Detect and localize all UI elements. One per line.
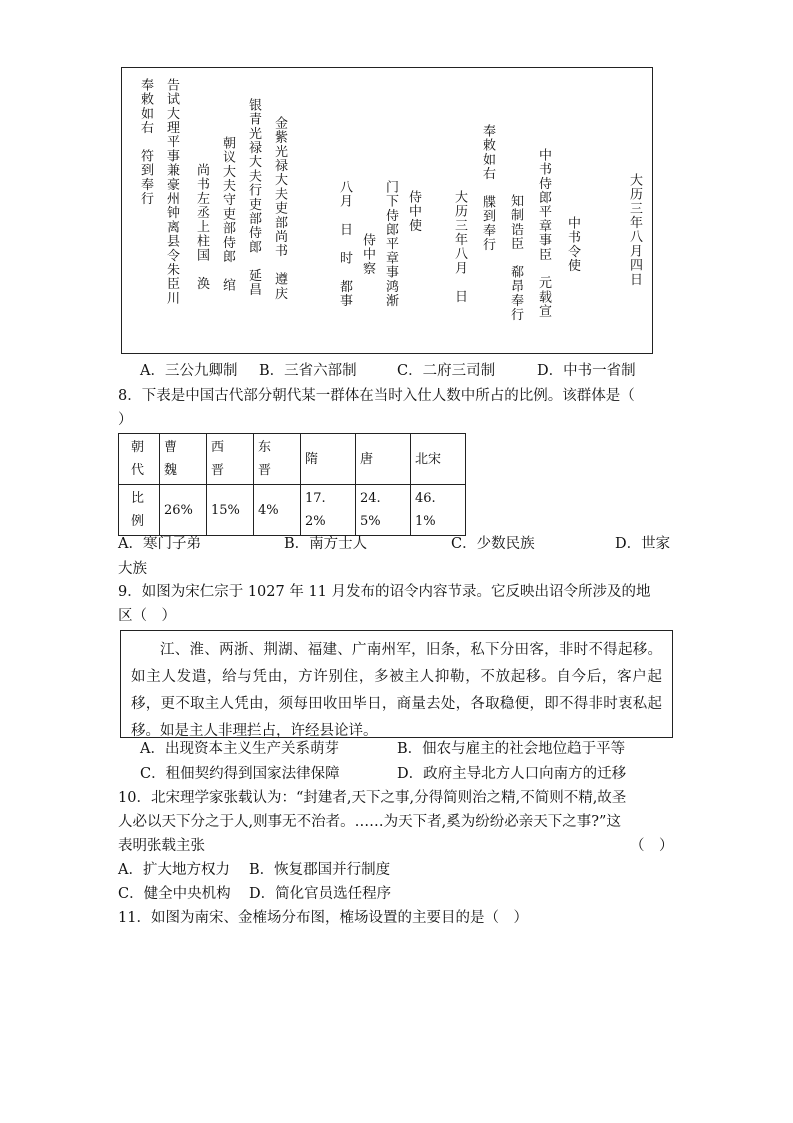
- q9-option-b: B．佃农与雇主的社会地位趋于平等: [397, 741, 626, 757]
- q9-option-d: D．政府主导北方人口向南方的迁移: [397, 766, 627, 782]
- q9-option-a: A．出现资本主义生产关系萌芽: [140, 741, 339, 757]
- table-row: [119, 434, 466, 485]
- q8-option-b: B．南方士人: [284, 536, 368, 552]
- q9-option-c: C．租佃契约得到国家法律保障: [140, 766, 340, 782]
- q8-option-d-cont: 大族: [118, 561, 147, 577]
- table-cell: 唐: [356, 434, 411, 485]
- q9-stem-cont: 区（ ）: [118, 608, 176, 624]
- q8-stem-cont: ）: [118, 412, 133, 428]
- table-cell: 隋: [301, 434, 356, 485]
- doc-column: 知制诰臣 郗昂奉行: [508, 194, 523, 322]
- table-cell: 西晋: [207, 434, 254, 485]
- doc-column: 大历三年八月四日: [627, 173, 642, 287]
- doc-column: 侍中使: [406, 190, 421, 233]
- doc-column: 尚书左丞上柱国 涣: [194, 163, 209, 291]
- q10-stem-cont2: 表明张载主张: [118, 838, 205, 854]
- q8-table: [118, 433, 466, 536]
- table-cell: 24.5%: [356, 485, 411, 536]
- q8-option-d: D．世家: [615, 536, 671, 552]
- doc-column: 告试大理平事兼豪州钟离县令朱臣川: [164, 78, 179, 306]
- doc-column: 奉敕如右 符到奉行: [138, 78, 153, 206]
- table-cell: 17.2%: [301, 485, 356, 536]
- doc-column: 侍中察: [360, 233, 375, 276]
- table-cell: 4%: [254, 485, 301, 536]
- doc-column: 门下侍郎平章事鸿渐: [383, 180, 398, 308]
- doc-column: 中书侍郎平章事臣 元载宣: [536, 148, 551, 319]
- table-cell: 15%: [207, 485, 254, 536]
- doc-column: 大历三年八月 日: [452, 190, 467, 304]
- table-cell: 曹魏: [160, 434, 207, 485]
- q9-excerpt: 江、淮、两浙、荆湖、福建、广南州军，旧条，私下分田客，非时不得起移。如主人发遣，给与凭由，方许别住，多被主人抑勒，不放起移。自今后，客户起移，更不取主人凭由，须每田收田毕日，商量去处，各取稳便，即不得非时衷私起移。如是主人非理拦占，许经县论详。: [131, 642, 662, 739]
- table-cell: 26%: [160, 485, 207, 536]
- q10-answer-bracket: （ ）: [630, 838, 674, 854]
- q8-option-a: A．寒门子弟: [118, 536, 201, 552]
- doc-column: 朝议大夫守吏部侍郎 绾: [220, 136, 235, 293]
- table-cell: 北宋: [411, 434, 466, 485]
- q10-option-d: D．简化官员选任程序: [249, 886, 392, 902]
- q10-option-a: A．扩大地方权力: [118, 862, 230, 878]
- table-cell: 46.1%: [411, 485, 466, 536]
- q9-excerpt-box: [120, 630, 673, 738]
- table-cell: 东晋: [254, 434, 301, 485]
- q10-stem-cont: 人必以天下分之于人,则事无不治者。……为天下者,奚为纷纷必亲天下之事?”这: [118, 814, 621, 830]
- q10-option-c: C．健全中央机构: [118, 886, 231, 902]
- q11-stem: 11．如图为南宋、金榷场分布图，榷场设置的主要目的是（ ）: [118, 910, 528, 926]
- q10-option-b: B．恢复郡国并行制度: [249, 862, 391, 878]
- table-cell: 朝代: [119, 434, 160, 485]
- doc-column: 银青光禄大夫行吏部侍郎 延昌: [246, 98, 261, 297]
- q10-stem: 10．北宋理学家张载认为：“封建者,天下之事,分得简则治之精,不简则不精,故圣: [118, 790, 627, 806]
- q7-option-c: C．二府三司制: [397, 363, 496, 379]
- doc-column: 奉敕如右 牒到奉行: [480, 124, 495, 252]
- q8-option-c: C．少数民族: [451, 536, 535, 552]
- q7-option-a: A．三公九卿制: [140, 363, 238, 379]
- imperial-document-box: [121, 67, 653, 354]
- q7-option-b: B．三省六部制: [259, 363, 357, 379]
- table-row: [119, 485, 466, 536]
- doc-column: 中书令使: [565, 216, 580, 273]
- q8-stem: 8．下表是中国古代部分朝代某一群体在当时入仕人数中所占的比例。该群体是（: [118, 388, 635, 404]
- table-cell: 比例: [119, 485, 160, 536]
- doc-column: 金紫光禄大夫吏部尚书 遵庆: [272, 116, 287, 301]
- q9-stem: 9．如图为宋仁宗于 1027 年 11 月发布的诏令内容节录。它反映出诏令所涉及的地: [118, 584, 651, 600]
- doc-column: 八月 日 时 都事: [337, 180, 352, 308]
- q7-option-d: D．中书一省制: [537, 363, 636, 379]
